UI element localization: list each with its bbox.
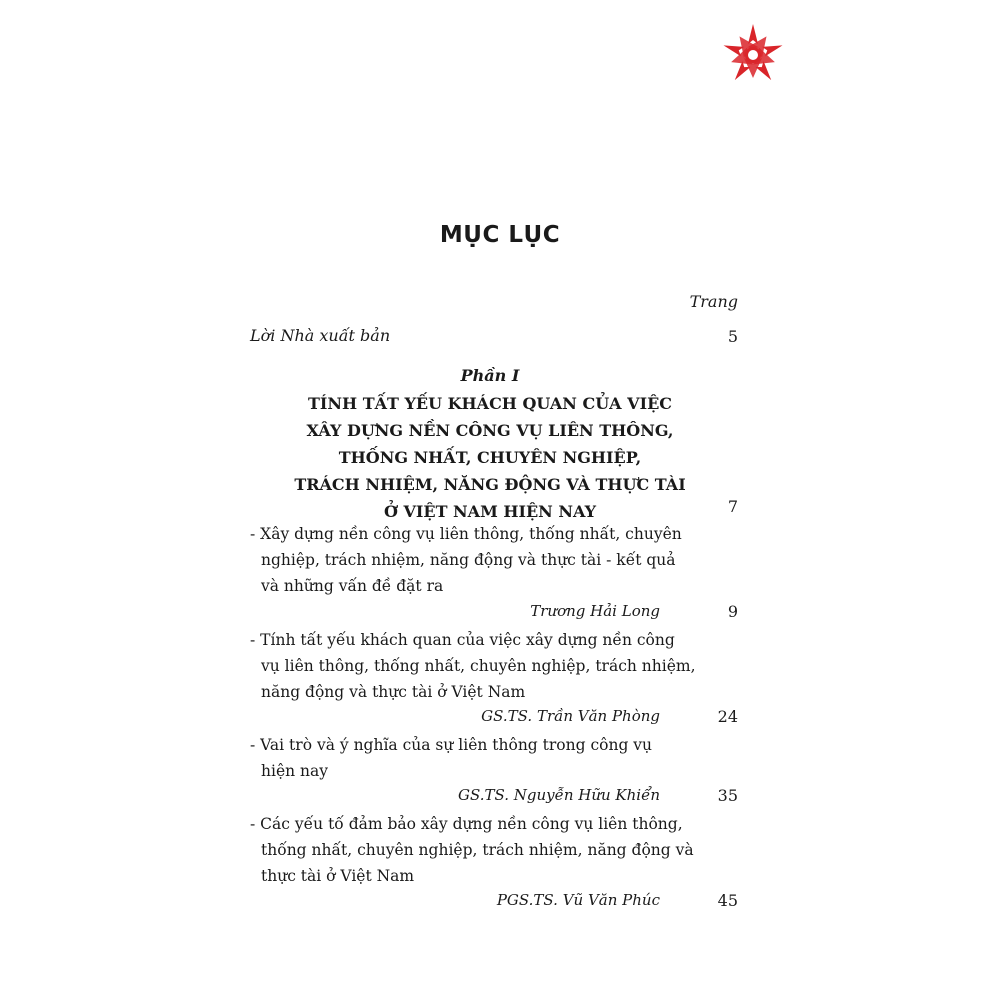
toc-page-number: 9 (727, 602, 738, 621)
page-title: MỤC LỤC (439, 222, 561, 248)
part-title-line: XÂY DỰNG NỀN CÔNG VỤ LIÊN THÔNG, (306, 421, 674, 440)
part-title-line: TÍNH TẤT YẾU KHÁCH QUAN CỦA VIỆC (307, 394, 672, 413)
toc-page-number: 24 (717, 707, 738, 726)
toc-entry-line: và những vấn đề đặt ra (261, 577, 444, 595)
toc-page-number: 7 (727, 497, 738, 516)
toc-entry-author: Trương Hải Long (530, 602, 660, 620)
part-title[interactable] (250, 390, 730, 525)
toc-entry-line: - Tính tất yếu khách quan của việc xây dựng nền công (250, 631, 675, 649)
toc-entry-line: vụ liên thông, thống nhất, chuyên nghiệp, trách nhiệm, (261, 657, 696, 675)
part-label: Phần I (460, 366, 520, 385)
toc-entry[interactable] (250, 732, 652, 784)
star-emblem-icon (722, 22, 784, 84)
toc-entry-line: thống nhất, chuyên nghiệp, trách nhiệm, năng động và (261, 841, 694, 859)
toc-entry[interactable] (250, 521, 682, 599)
part-title-line: THỐNG NHẤT, CHUYÊN NGHIỆP, (338, 448, 642, 467)
toc-entry-line: năng động và thực tài ở Việt Nam (261, 683, 526, 701)
toc-entry-line: nghiệp, trách nhiệm, năng động và thực tài - kết quả (261, 551, 676, 569)
toc-entry-line: thực tài ở Việt Nam (261, 867, 415, 885)
toc-entry-author: GS.TS. Trần Văn Phòng (481, 707, 660, 725)
part-title-line: TRÁCH NHIỆM, NĂNG ĐỘNG VÀ THỰC TÀI (294, 475, 686, 494)
part-title-line: Ở VIỆT NAM HIỆN NAY (383, 502, 597, 521)
toc-entry-author: PGS.TS. Vũ Văn Phúc (496, 891, 660, 909)
toc-entry-publisher-note[interactable]: Lời Nhà xuất bản (250, 326, 391, 345)
toc-entry[interactable] (250, 811, 694, 889)
toc-entry-line: - Xây dựng nền công vụ liên thông, thống nhất, chuyên (250, 525, 682, 543)
toc-entry[interactable] (250, 627, 696, 705)
toc-entry-line: - Vai trò và ý nghĩa của sự liên thông trong công vụ (250, 736, 653, 754)
toc-entry-author: GS.TS. Nguyễn Hữu Khiển (457, 786, 660, 804)
toc-entry-line: hiện nay (261, 762, 329, 780)
page-column-label: Trang (689, 292, 738, 311)
toc-page-number: 5 (727, 327, 738, 346)
toc-page-number: 35 (717, 786, 738, 805)
toc-page-number: 45 (717, 891, 738, 910)
toc-entry-line: - Các yếu tố đảm bảo xây dựng nền công vụ liên thông, (250, 815, 683, 833)
